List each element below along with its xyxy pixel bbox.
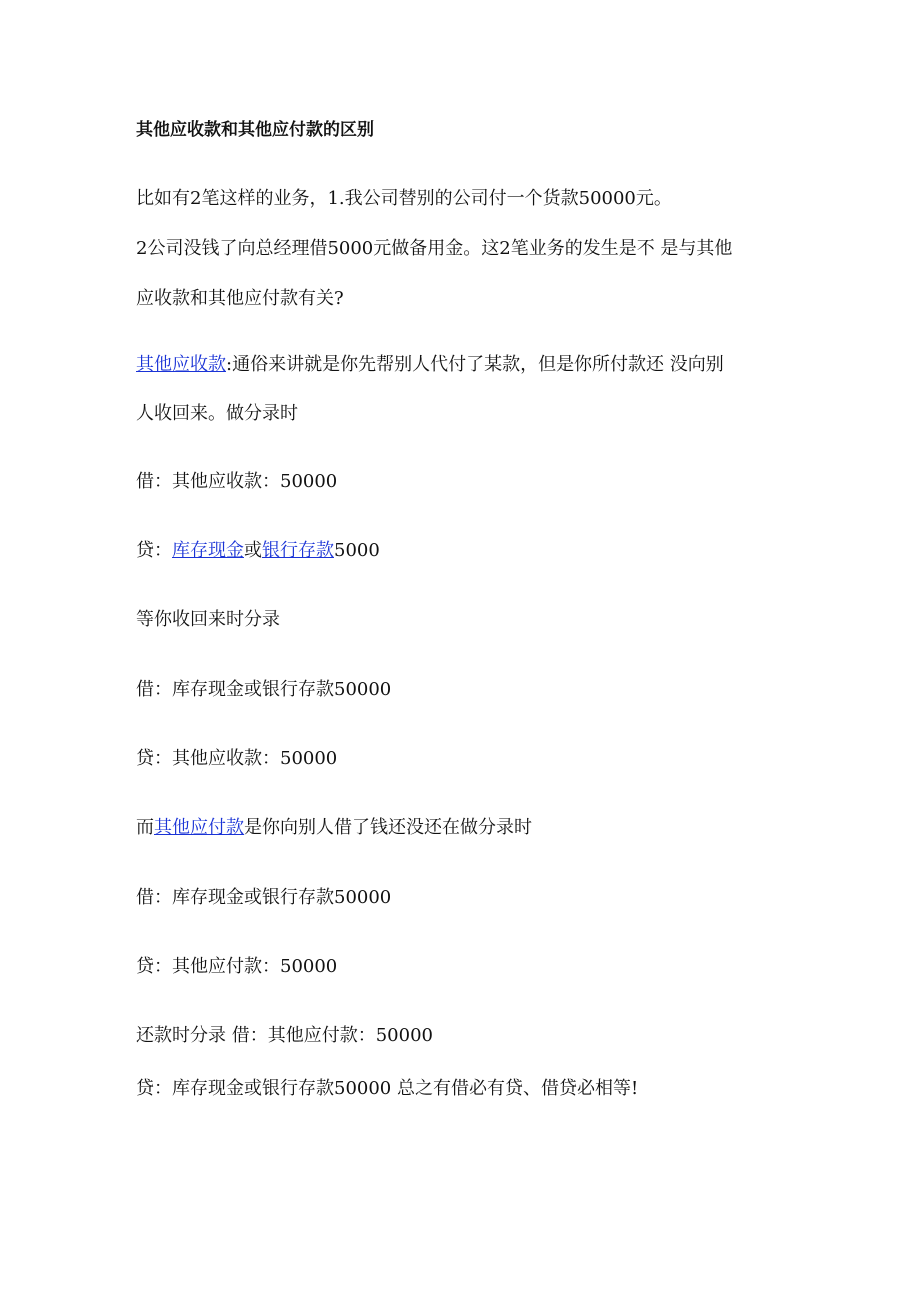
entry1-credit [136, 539, 380, 563]
intro-line-2: 2公司没钱了向总经理借5000元做备用金。这2笔业务的发生是不 是与其他 [136, 238, 733, 259]
intro-line-3: 应收款和其他应付款有关? [136, 288, 344, 309]
receivable-definition-text: :通俗来讲就是你先帮别人代付了某款，但是你所付款还 没向别 [226, 354, 724, 375]
link-bank-deposit[interactable]: 银行存款 [262, 540, 334, 561]
receivable-definition [136, 353, 724, 377]
collect-heading: 等你收回来时分录 [136, 609, 280, 630]
link-other-payables[interactable]: 其他应付款 [154, 817, 244, 838]
word-or: 或 [244, 540, 262, 561]
final-entry: 贷：库存现金或银行存款50000 总之有借必有贷、借贷必相等! [136, 1078, 639, 1099]
payable-prefix: 而 [136, 817, 154, 838]
receivable-definition-line-2: 人收回来。做分录时 [136, 403, 298, 424]
payable-definition-text: 是你向别人借了钱还没还在做分录时 [244, 817, 532, 838]
payable-definition [136, 816, 532, 840]
entry1-debit: 借：其他应收款：50000 [136, 471, 338, 492]
repayment-entry: 还款时分录 借：其他应付款：50000 [136, 1025, 433, 1046]
link-cash-on-hand[interactable]: 库存现金 [172, 540, 244, 561]
entry1-credit-prefix: 贷： [136, 540, 172, 561]
link-other-receivables[interactable]: 其他应收款 [136, 354, 226, 375]
entry1-credit-amount: 5000 [334, 540, 380, 561]
document-title: 其他应收款和其他应付款的区别 [136, 120, 374, 140]
intro-line-1: 比如有2笔这样的业务，1.我公司替别的公司付一个货款50000元。 [136, 188, 672, 209]
entry2-debit: 借：库存现金或银行存款50000 [136, 679, 392, 700]
entry2-credit: 贷：其他应收款：50000 [136, 748, 338, 769]
entry3-credit: 贷：其他应付款：50000 [136, 956, 338, 977]
entry3-debit: 借：库存现金或银行存款50000 [136, 887, 392, 908]
